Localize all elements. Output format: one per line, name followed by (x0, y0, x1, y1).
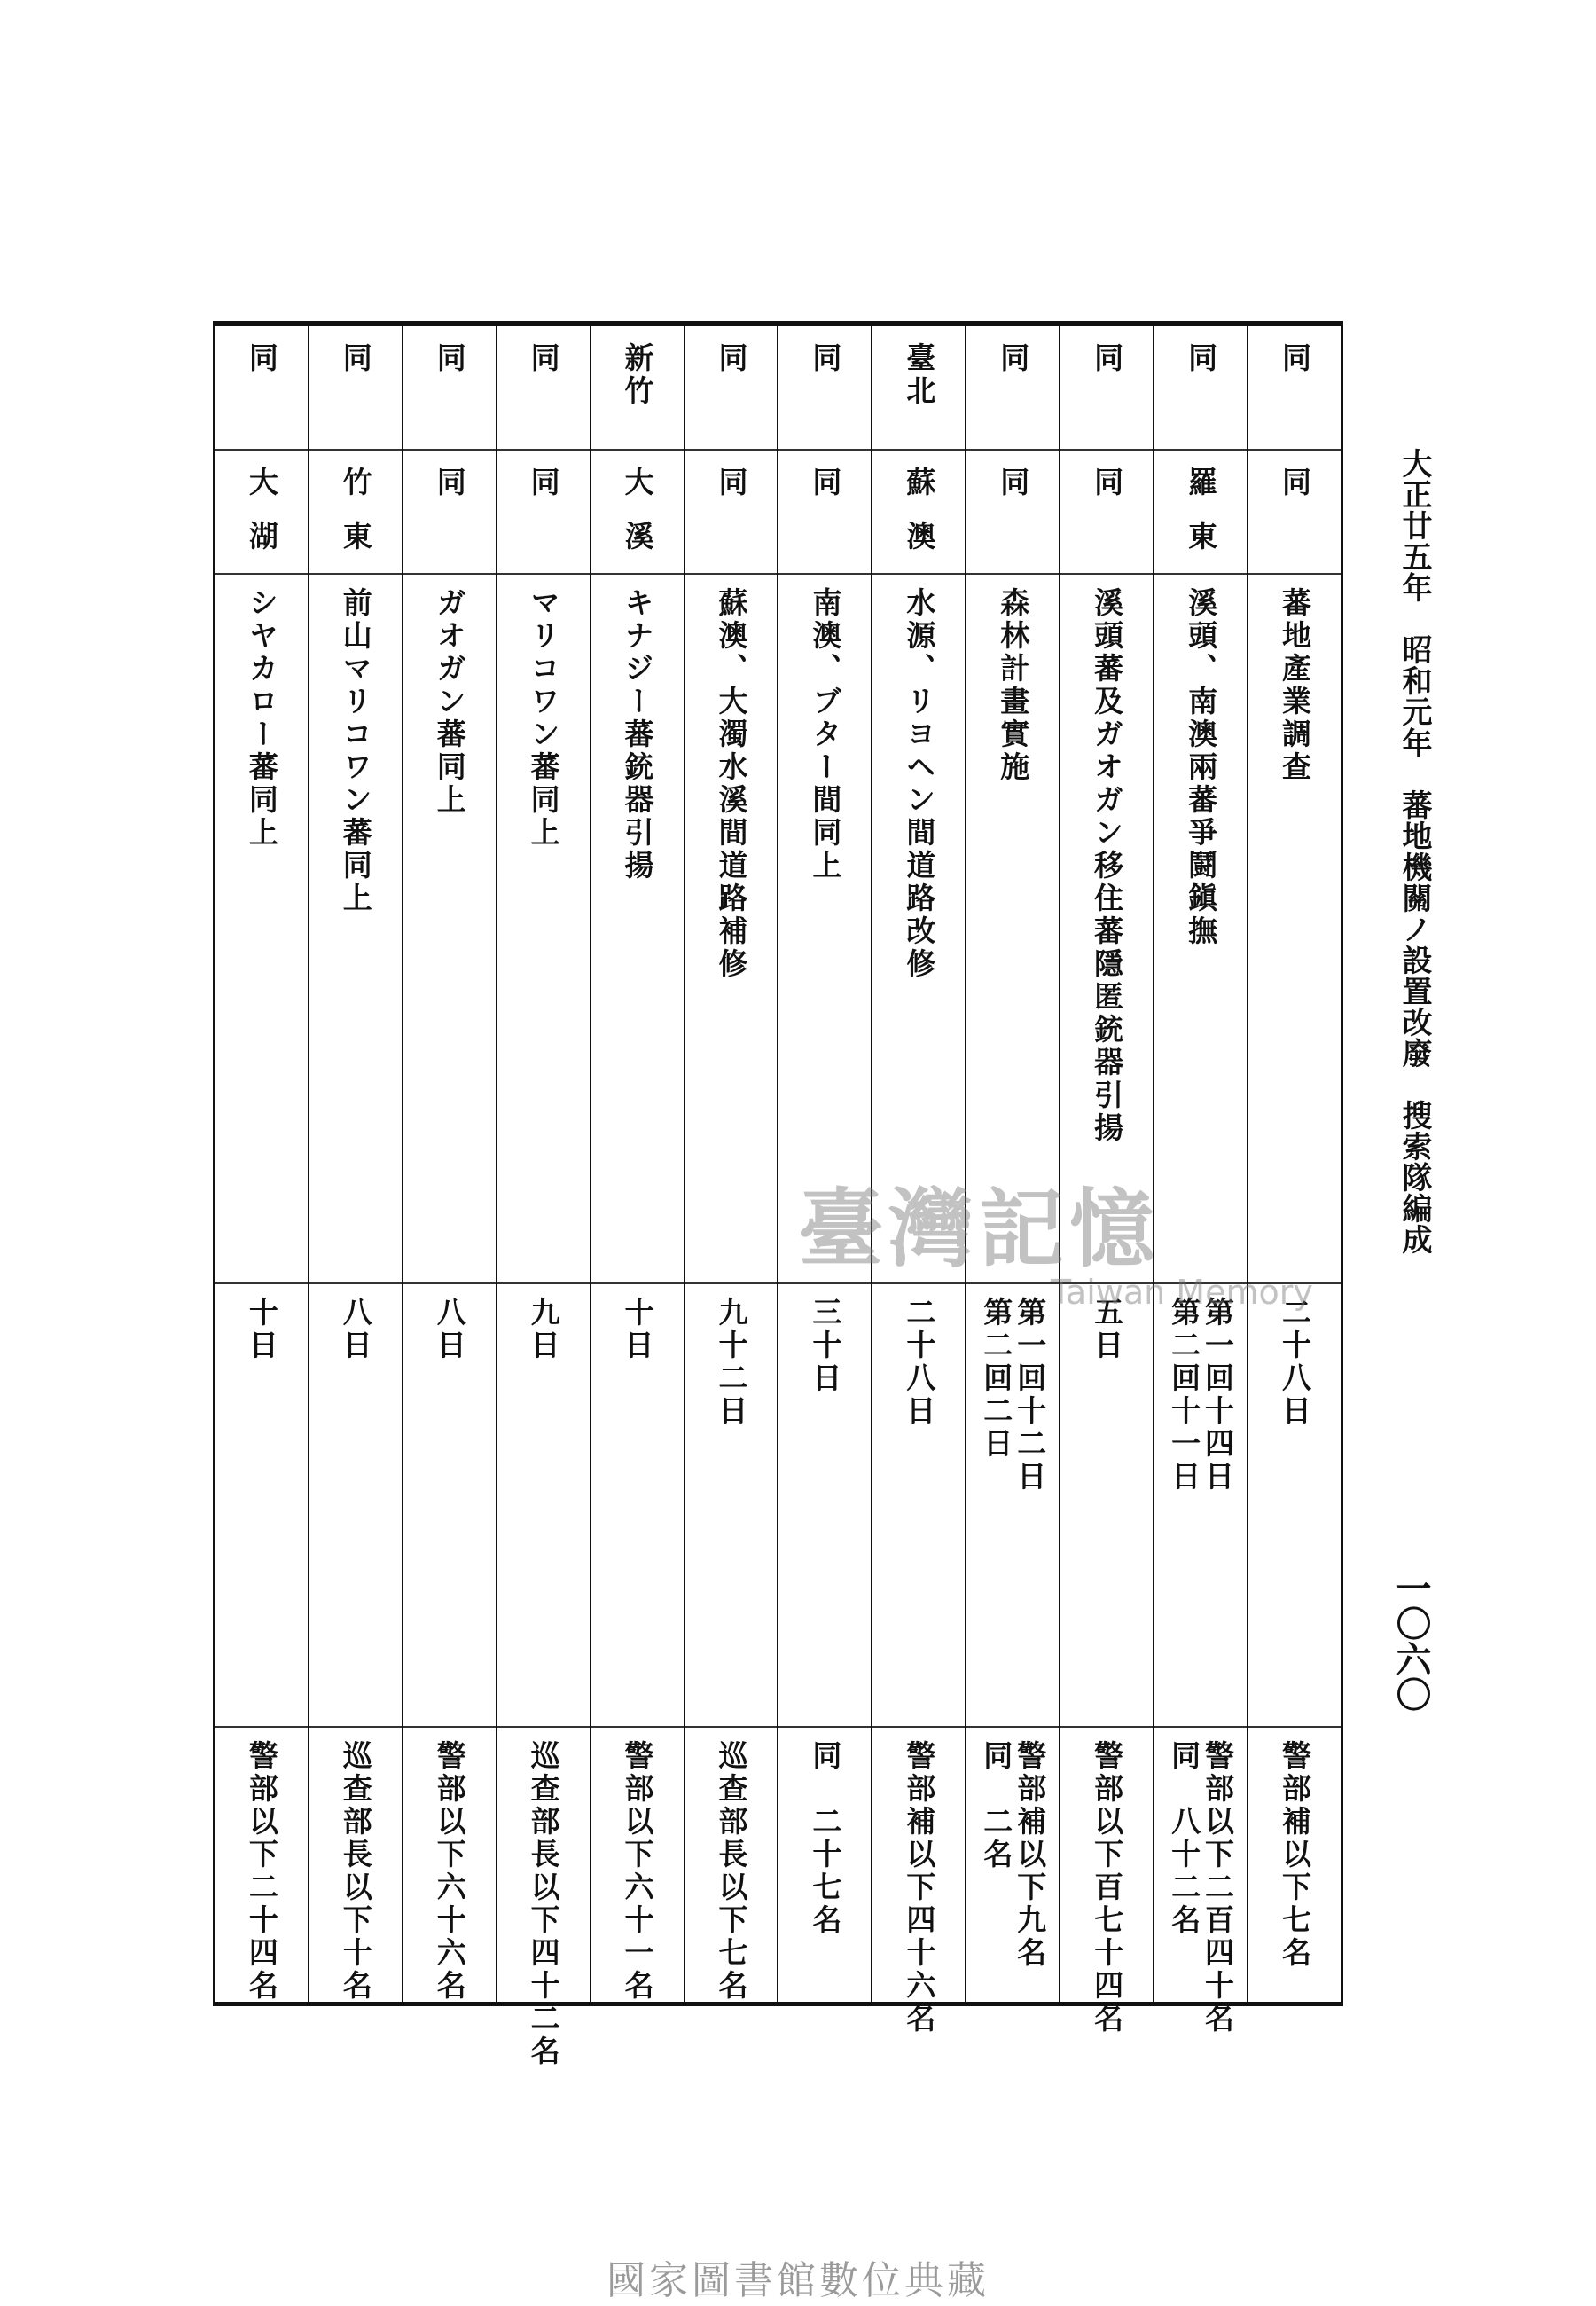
purpose-cell: シヤカロー蕃同上 (244, 587, 279, 850)
prefecture-cell: 同 (808, 342, 843, 375)
watermark-subtext: Taiwan Memory (1051, 1273, 1313, 1312)
duration-cell: 九日 (526, 1297, 561, 1362)
purpose-cell: 蘇澳、大濁水溪間道路補修 (714, 587, 749, 981)
duration-cell: 第一回十四日 第二回十一日 (1167, 1297, 1236, 1494)
purpose-cell: 森林計畫實施 (996, 587, 1031, 784)
table-row (684, 326, 778, 2002)
purpose-cell: 蕃地產業調查 (1278, 587, 1312, 784)
personnel-cell: 巡查部長以下十名 (338, 1740, 373, 2003)
district-cell: 同 (996, 467, 1031, 521)
duration-cell: 第一回十二日 第二回二日 (979, 1297, 1048, 1494)
district-cell: 大湖 (244, 467, 279, 575)
purpose-cell: 南澳、ブター間同上 (808, 587, 843, 882)
table-row (965, 326, 1059, 2002)
prefecture-cell: 同 (1184, 342, 1219, 375)
table-row (1153, 326, 1247, 2035)
prefecture-cell: 同 (1090, 342, 1125, 375)
purpose-cell: キナジー蕃銃器引揚 (620, 587, 655, 882)
district-cell: 蘇澳 (902, 467, 937, 575)
personnel-cell: 警部以下二十四名 (244, 1740, 279, 2003)
personnel-cell: 巡查部長以下七名 (714, 1740, 749, 2003)
district-cell: 大溪 (620, 467, 655, 575)
district-cell: 同 (1278, 467, 1312, 521)
purpose-cell: 溪頭、南澳兩蕃爭鬪鎭撫 (1184, 587, 1219, 948)
page-number: 一〇六〇 (1390, 1570, 1432, 1712)
prefecture-cell: 同 (244, 342, 279, 375)
purpose-cell: マリコワン蕃同上 (526, 587, 561, 850)
district-cell: 同 (526, 467, 561, 521)
prefecture-cell: 同 (432, 342, 467, 375)
district-cell: 羅東 (1184, 467, 1219, 575)
table-row (402, 326, 496, 2002)
duration-cell: 十日 (244, 1297, 279, 1362)
personnel-cell: 巡查部長以下四十二名 (526, 1740, 561, 2068)
table-row (590, 326, 684, 2002)
purpose-cell: 前山マリコワン蕃同上 (338, 587, 373, 915)
table-row (871, 326, 965, 2035)
table-row (1247, 326, 1341, 2002)
prefecture-cell: 同 (526, 342, 561, 375)
duration-cell: 二十八日 (902, 1297, 937, 1428)
prefecture-cell: 臺北 (902, 342, 937, 408)
duration-cell: 三十日 (808, 1297, 843, 1395)
district-cell: 同 (808, 467, 843, 521)
table-row (1059, 326, 1153, 2035)
footer-credit: 國家圖書館數位典藏 (606, 2258, 990, 2303)
duration-cell: 八日 (338, 1297, 373, 1362)
district-cell: 同 (432, 467, 467, 521)
personnel-cell: 警部以下六十六名 (432, 1740, 467, 2003)
duration-cell: 二十八日 (1278, 1297, 1312, 1428)
purpose-cell: 水源、リヨヘン間道路改修 (902, 587, 937, 981)
prefecture-cell: 同 (338, 342, 373, 375)
duration-cell: 九十二日 (714, 1297, 749, 1428)
personnel-cell: 同 二十七名 (808, 1740, 843, 1937)
watermark-text: 臺灣記憶 (798, 1179, 1160, 1279)
duration-cell: 十日 (620, 1297, 655, 1362)
district-cell: 同 (1090, 467, 1125, 521)
personnel-cell: 警部補以下九名 同 二名 (979, 1740, 1048, 1970)
personnel-cell: 警部以下二百四十名 同 八十二名 (1167, 1740, 1236, 2035)
district-cell: 同 (714, 467, 749, 521)
personnel-cell: 警部以下六十一名 (620, 1740, 655, 2003)
duration-cell: 八日 (432, 1297, 467, 1362)
table-row (308, 326, 402, 2002)
page-header: 大正廿五年 昭和元年 蕃地機關ノ設置改廢 搜索隊編成 (1396, 448, 1432, 1255)
duration-cell: 五日 (1090, 1297, 1125, 1362)
table-row (213, 326, 308, 2002)
records-table (213, 321, 1343, 2068)
purpose-cell: ガオガン蕃同上 (432, 587, 467, 817)
table-row (777, 326, 871, 2002)
prefecture-cell: 新竹 (620, 342, 655, 408)
district-cell: 竹東 (338, 467, 373, 575)
personnel-cell: 警部補以下七名 (1278, 1740, 1312, 1970)
personnel-cell: 警部補以下四十六名 (902, 1740, 937, 2035)
prefecture-cell: 同 (1278, 342, 1312, 375)
purpose-cell: 溪頭蕃及ガオガン移住蕃隱匿銃器引揚 (1090, 587, 1125, 1145)
table-row (496, 326, 590, 2068)
prefecture-cell: 同 (714, 342, 749, 375)
prefecture-cell: 同 (996, 342, 1031, 375)
personnel-cell: 警部以下百七十四名 (1090, 1740, 1125, 2035)
